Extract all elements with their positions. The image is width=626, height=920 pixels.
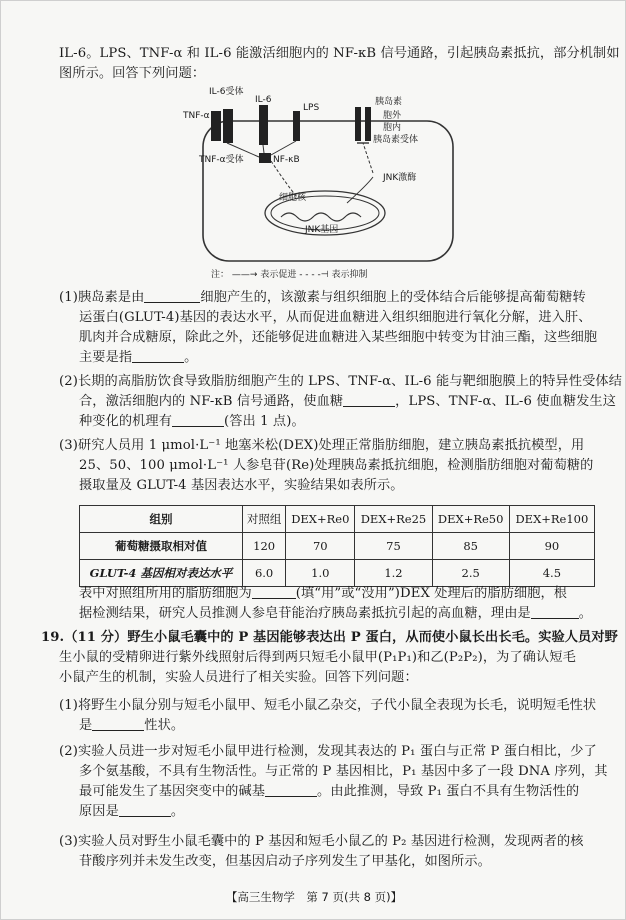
label-jnk-kinase: JNK激酶 (383, 173, 417, 183)
label-nfkb: NF-κB (273, 155, 300, 165)
q19-line-3: 小鼠产生的机制，实验人员进行了相关实验。回答下列问题： (59, 670, 418, 685)
table-cell: 120 (243, 533, 286, 560)
label-il6-receptor: IL-6受体 (209, 87, 244, 97)
q19-blank-2[interactable] (265, 783, 317, 797)
table-header-cell: 组别 (80, 506, 243, 533)
q1-line-2: 运蛋白(GLUT-4)基因的表达水平，从而促进血糖进入组织细胞进行氧化分解，进入肝、 (79, 310, 592, 325)
q3-line-3: 摄取量及 GLUT-4 基因表达水平，实验结果如表所示。 (79, 478, 404, 493)
legend-dashed-arrow-icon: - - - -⊣ (299, 270, 329, 280)
table-row (80, 560, 595, 587)
q19-sub2-line-3: 最可能发生了基因突变中的碱基 。由此推测，导致 P₁ 蛋白不具有生物活性的 (79, 784, 580, 799)
label-il6: IL-6 (255, 95, 272, 105)
table-header-cell: DEX+Re0 (286, 506, 355, 533)
arrow-il6 (263, 145, 264, 153)
table-row (80, 533, 595, 560)
legend-inhibit: 表示抑制 (331, 270, 368, 280)
q1-blank-2[interactable] (132, 349, 184, 363)
q3-blank-2[interactable] (531, 605, 579, 619)
table-cell: 75 (355, 533, 432, 560)
table-cell: 90 (509, 533, 594, 560)
q19-line-1: 19.（11 分）野生小鼠毛囊中的 P 基因能够表达出 P 蛋白，从而使小鼠长出长毛。实验人员对野 (41, 630, 618, 645)
q1-line-3: 肌肉并合成糖原，除此之外，还能够促进血糖进入某些细胞中转变为甘油三酯，这些细胞 (79, 330, 598, 345)
q2-line-1: (2)长期的高脂肪饮食导致脂肪细胞产生的 LPS、TNF-α、IL-6 能与靶细胞膜上的特异性受体结 (59, 374, 622, 389)
arrow-to-gene (271, 161, 297, 197)
q19-blank-1[interactable] (92, 717, 144, 731)
table-cell: GLUT-4 基因相对表达水平 (80, 560, 243, 587)
arrow-inhibit (363, 143, 373, 173)
insulin-receptor-shape (355, 107, 361, 141)
legend-promote: 表示促进 (260, 270, 297, 280)
legend-prefix: 注： (211, 270, 230, 280)
q19-blank-3[interactable] (119, 803, 171, 817)
table-cell: 6.0 (243, 560, 286, 587)
q19-sub3-line-2: 苷酸序列并未发生改变，但基因启动子序列发生了甲基化，如图所示。 (79, 854, 491, 869)
insulin-receptor-shape-2 (365, 107, 371, 141)
table-header-cell: DEX+Re100 (509, 506, 594, 533)
table-cell: 葡萄糖摄取相对值 (80, 533, 243, 560)
table-header-cell: DEX+Re50 (432, 506, 509, 533)
arrow-lps (271, 141, 296, 155)
dna-strand (281, 213, 361, 221)
q2-blank-2[interactable] (172, 413, 224, 427)
q19-sub2-line-4: 原因是 。 (79, 804, 185, 819)
label-outside: 胞外 (383, 111, 402, 121)
q3-after-line-1: 表中对照组所用的脂肪细胞为 (填“用”或“没用”)DEX 处理后的脂肪细胞，根 (79, 586, 568, 601)
table-header-row (80, 506, 595, 533)
q19-sub1-line-2: 是 性状。 (79, 718, 185, 733)
table-cell: 2.5 (432, 560, 509, 587)
table-cell: 85 (432, 533, 509, 560)
q19-sub3-line-1: (3)实验人员对野生小鼠毛囊中的 P 基因和短毛小鼠乙的 P₂ 基因进行检测，发现两者的核 (59, 834, 584, 849)
q1-blank-1[interactable] (144, 289, 200, 303)
table-cell: 4.5 (509, 560, 594, 587)
label-insulin-receptor: 胰岛素受体 (373, 135, 419, 145)
label-insulin: 胰岛素 (375, 97, 403, 107)
diagram-legend (211, 267, 368, 280)
page-footer: 【高三生物学 第 7 页(共 8 页)】 (225, 890, 403, 904)
label-tnf-receptor: TNF-α受体 (199, 155, 244, 165)
q3-line-2: 25、50、100 μmol·L⁻¹ 人参皂苷(Re)处理胰岛素抵抗细胞，检测脂肪细胞对葡萄糖的 (79, 458, 594, 473)
diagram-drawing (197, 85, 457, 265)
legend-solid-arrow-icon: ——→ (231, 270, 258, 280)
il6-receptor-shape (259, 105, 268, 145)
label-inside: 胞内 (383, 123, 402, 133)
arrow-jnk (347, 177, 373, 203)
table-cell: 1.0 (286, 560, 355, 587)
table-cell: 70 (286, 533, 355, 560)
nfkb-pathway-diagram (183, 85, 457, 265)
nfkb-node (259, 153, 271, 163)
q19-sub2-line-2: 多个氨基酸，不具有生物活性。与正常的 P 基因相比，P₁ 基因中多了一段 DNA 序列，其 (79, 764, 608, 779)
q19-sub1-line-1: (1)将野生小鼠分别与短毛小鼠甲、短毛小鼠乙杂交，子代小鼠全表现为长毛，说明短毛性状 (59, 698, 597, 713)
tnf-receptor-shape (211, 111, 221, 141)
tnf-receptor-shape-2 (223, 109, 233, 143)
label-nucleus: 细胞核 (279, 193, 307, 203)
intro-line-2: 图所示。回答下列问题： (59, 66, 206, 81)
q3-blank-1[interactable] (252, 585, 296, 599)
table-header-cell: 对照组 (243, 506, 286, 533)
q1-line-1: (1)胰岛素是由 细胞产生的，该激素与组织细胞上的受体结合后能够提高葡萄糖转 (59, 290, 586, 305)
q2-line-3: 种变化的机理有 (答出 1 点)。 (79, 414, 305, 429)
results-table (79, 505, 595, 587)
intro-line-1: IL-6。LPS、TNF-α 和 IL-6 能激活细胞内的 NF-κB 信号通路，引起胰岛素抵抗，部分机制如 (59, 46, 620, 61)
label-tnf: TNF-α (183, 111, 210, 121)
q19-line-2: 生小鼠的受精卵进行紫外线照射后得到两只短毛小鼠甲(P₁P₁)和乙(P₂P₂)，为了确认短毛 (59, 650, 576, 665)
label-lps: LPS (303, 103, 320, 113)
q3-line-1: (3)研究人员用 1 μmol·L⁻¹ 地塞米松(DEX)处理正常脂肪细胞，建立胰岛素抵抗模型，用 (59, 438, 585, 453)
q1-line-4: 主要是指 。 (79, 350, 198, 365)
lps-receptor-shape (293, 111, 300, 141)
q19-sub2-line-1: (2)实验人员进一步对短毛小鼠甲进行检测，发现其表达的 P₁ 蛋白与正常 P 蛋白相比，少了 (59, 744, 597, 759)
q2-line-2: 合，激活细胞内的 NF-κB 信号通路，使血糖 ，LPS、TNF-α、IL-6 使血糖发生这 (79, 394, 616, 409)
q3-after-line-2: 据检测结果，研究人员推测人参皂苷能治疗胰岛素抵抗引起的高血糖，理由是 。 (79, 606, 593, 621)
q2-blank-1[interactable] (343, 393, 395, 407)
label-jnk-gene: JNK基因 (305, 225, 339, 235)
table-header-cell: DEX+Re25 (355, 506, 432, 533)
table-cell: 1.2 (355, 560, 432, 587)
